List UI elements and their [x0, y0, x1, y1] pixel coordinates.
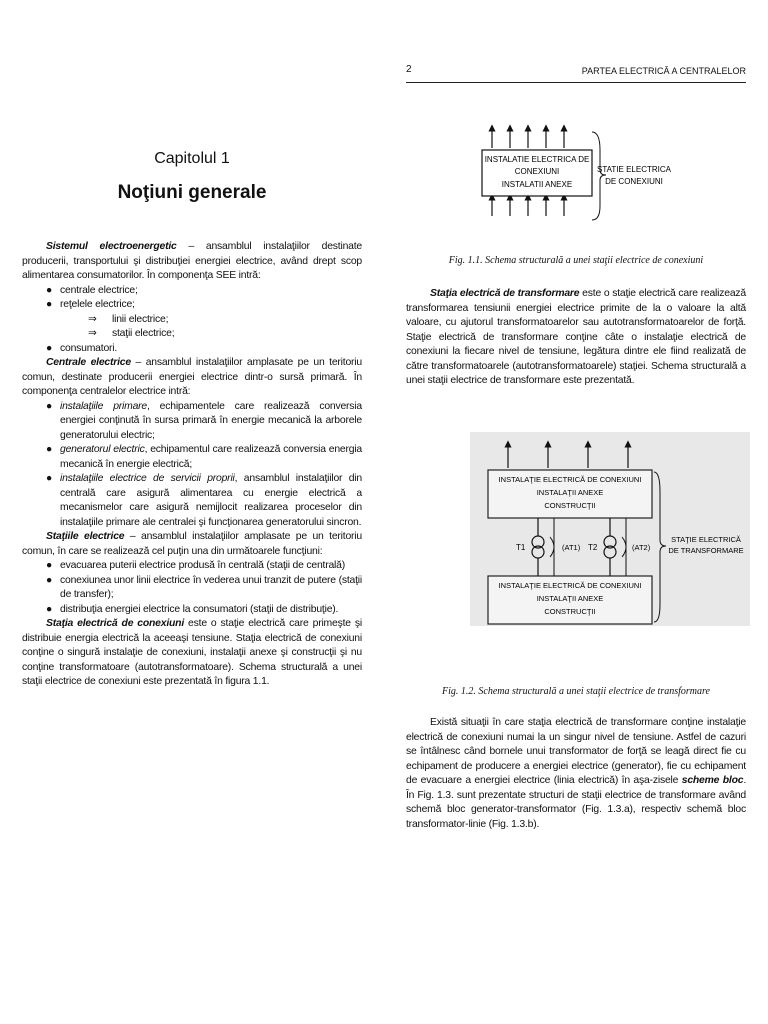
fig2-top-line3: CONSTRUCŢII [544, 501, 596, 510]
see-list-last [22, 342, 362, 357]
header-rule [406, 82, 746, 83]
left-column [22, 240, 362, 690]
fig1-box-line3: INSTALATII ANEXE [501, 180, 573, 189]
term-scheme-bloc: scheme bloc [681, 775, 744, 786]
centrale-list [22, 400, 362, 531]
list-item: ⇒ staţii electrice; [88, 328, 175, 339]
label-t2: T2 [588, 543, 598, 552]
text-statii: – ansamblul instalaţiilor amplasate pe un teritoriu comun, în care se realizează cel puţin una din următoarele funcţiuni: [22, 531, 362, 557]
fig2-top-arrows [508, 444, 628, 468]
fig1-side-line2: DE CONEXIUNI [605, 177, 663, 186]
running-title: PARTEA ELECTRICĂ A CENTRALELOR [581, 66, 746, 76]
list-item: ● consumatori. [46, 342, 118, 354]
paragraph-bloc [406, 716, 746, 832]
figure-1-2 [470, 432, 750, 626]
fig1-box-line2: CONEXIUNI [514, 167, 560, 176]
fig2-bot-line1: INSTALAŢIE ELECTRICĂ DE CONEXIUNI [498, 581, 642, 590]
fig2-top-line2: INSTALAŢII ANEXE [536, 488, 604, 497]
transformer-t1 [532, 518, 544, 576]
fig1-side-line1: STATIE ELECTRICA [597, 165, 671, 174]
paragraph-conexiuni [22, 617, 362, 690]
list-item: ● distribuţia energiei electrice la consumatori (staţii de distribuţie). [46, 603, 339, 615]
bottom-arrows [492, 197, 564, 216]
paragraph-statii [22, 530, 362, 559]
list-item: ● centrale electrice; [46, 284, 138, 296]
text-centrale: – ansamblul instalaţiilor amplasate pe un teritoriu comun, destinate producerii energiei electrice dintr-o sursă primară. În componenţa centralelor electrice intră: [22, 357, 362, 397]
label-t1: T1 [516, 543, 526, 552]
text-bloc-a: Există situaţii în care staţia electrică de transformare conţine instalaţie electrică de conexiuni numai la un singur nivel de tensiune. Astfel de cazuri se întâlnesc când bornele unui transformator de forţă se leagă direct fie cu echipament de producere a energiei electrice (generator), fie cu echipament de evacuare a energiei electrice (linia electrică) în aşa-zisele [406, 717, 746, 786]
text-conexiuni: este o staţie electrică care primeşte şi distribuie energia electrică la aceeaşi tensiune. Staţia electrică de conexiuni conţine o singură instalaţie de conexiuni, instalaţii anexe şi construcţii şi nu conţine transformatoare (autotransformatoare). Schema structurală a unei staţii electrice de conexiuni este prezentată în figura 1.1. [22, 618, 362, 687]
label-at2: (AT2) [632, 543, 651, 552]
fig1-caption: Fig. 1.1. Schema structurală a unei staţii electrice de conexiuni [448, 255, 704, 266]
text-see: – ansamblul instalaţiilor destinate producerii, transportului şi distribuţiei energiei electrice, având drept scop alimentarea consumatorilor. În componenţa SEE intră: [22, 241, 362, 281]
fig2-top-line1: INSTALAŢIE ELECTRICĂ DE CONEXIUNI [498, 475, 642, 484]
text-bloc-b: . În Fig. 1.3. sunt prezentate structuri de staţii electrice de transformare având schemă bloc generator-transformator (Fig. 1.3.a), respectiv schemă bloc transformator-linie (Fig. 1.3.b). [406, 775, 746, 830]
autotransformer-at2 [622, 518, 626, 576]
list-item: ● generatorul electric, echipamentul care realizează conversia energia mecanică în energie electrică; [46, 444, 363, 470]
list-item: ⇒ linii electrice; [88, 313, 169, 325]
term-conexiuni: Staţia electrică de conexiuni [46, 618, 185, 629]
chapter-title: Noţiuni generale [117, 182, 267, 203]
text-transformare: este o staţie electrică care realizează transformarea tensiunii energiei electrice primite de la o valoare la altă valoare, cu ajutorul transformatoarelor sau autotransformatoarelor de forţă. Staţie electrică de transformare conţine câte o instalaţie electrică de conexiuni la fiecare nivel de tensiune, legătura dintre ele fiind realizată de către transformatoarele (autotransformatoarele) staţiei. Schema structurală a unei staţii electrice de transformare este prezentată. [406, 288, 747, 386]
list-item: ● instalaţiile primare, echipamentele care realizează conversia energiei conţinută în sursa primară în energie mecanică la arborele generatorului electric; [46, 400, 362, 441]
list-item: ● instalaţiile electrice de servicii proprii, ansamblul instalaţiilor din centrală care asigură alimentarea cu energie electrică a mecanismelor care asigură nemijlocit realizarea proceselor din instalaţiile primare ale centralei şi funcţionarea generatorului sincron. [46, 473, 362, 528]
term-transformare: Staţia electrică de transformare [430, 288, 580, 299]
page-number: 2 [406, 64, 412, 75]
term-statii: Staţiile electrice [46, 531, 125, 542]
figure-1-1 [470, 120, 700, 245]
fig2-side-line2: DE TRANSFORMARE [668, 546, 744, 555]
list-item: ● reţelele electrice; [46, 299, 135, 310]
statii-list [22, 559, 362, 617]
paragraph-see [22, 240, 362, 284]
autotransformer-at1 [550, 518, 554, 576]
paragraph-centrale [22, 356, 362, 400]
see-sublist [22, 313, 362, 342]
fig2-side-line1: STAŢIE ELECTRICĂ [671, 535, 741, 544]
term-see: Sistemul electroenergetic [46, 241, 177, 252]
chapter-label: Capitolul 1 [154, 150, 230, 167]
list-item: ● evacuarea puterii electrice produsă în centrală (staţii de centrală) [46, 560, 345, 571]
see-list [22, 284, 362, 313]
paragraph-transformare [406, 287, 746, 389]
transformer-t2 [604, 518, 616, 576]
fig1-box-line1: INSTALATIE ELECTRICA DE [484, 155, 590, 164]
fig2-caption: Fig. 1.2. Schema structurală a unei staţii electrice de transformare [442, 686, 710, 697]
fig1-brace [592, 132, 606, 220]
fig2-brace [654, 472, 666, 622]
top-arrows [492, 128, 564, 148]
right-column-top [406, 287, 746, 389]
fig2-bot-line3: CONSTRUCŢII [544, 607, 596, 616]
list-item: ● conexiunea unor linii electrice în vederea unui tranzit de putere (staţii de transfer); [46, 574, 362, 600]
term-centrale: Centrale electrice [46, 357, 131, 368]
label-at1: (AT1) [562, 543, 581, 552]
right-column-bottom [406, 716, 746, 832]
fig2-bot-line2: INSTALAŢII ANEXE [536, 594, 604, 603]
